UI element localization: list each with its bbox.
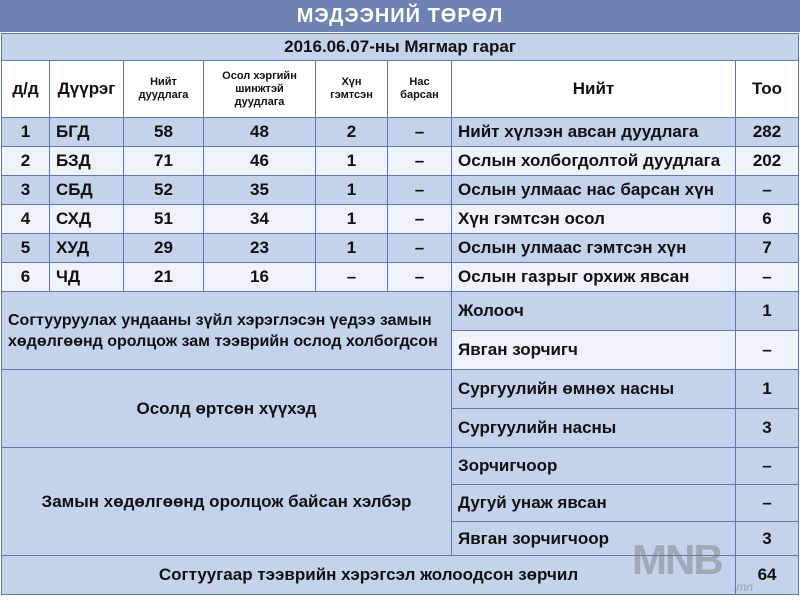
summary-count: – <box>736 263 799 292</box>
table-row <box>2 205 799 234</box>
header-total-calls: Нийт дуудлага <box>124 61 204 118</box>
summary-count: 282 <box>736 118 799 147</box>
total-calls-cell: 29 <box>124 234 204 263</box>
table-row <box>2 263 799 292</box>
total-calls-cell: 52 <box>124 176 204 205</box>
injured-cell: 1 <box>316 234 388 263</box>
footer-count: 64 <box>736 556 799 595</box>
group-item-label: Сургуулийн насны <box>452 409 736 448</box>
district-cell: СХД <box>50 205 124 234</box>
summary-label: Ослын газрыг орхиж явсан <box>452 263 736 292</box>
summary-label: Нийт хүлээн авсан дуудлага <box>452 118 736 147</box>
summary-label: Ослын улмаас гэмтсэн хүн <box>452 234 736 263</box>
row-number: 4 <box>2 205 50 234</box>
summary-label: Хүн гэмтсэн осол <box>452 205 736 234</box>
injured-cell: 2 <box>316 118 388 147</box>
header-injured: Хүн гэмтсэн <box>316 61 388 118</box>
summary-label: Ослын улмаас нас барсан хүн <box>452 176 736 205</box>
group-item-label: Явган зорчигчоор <box>452 522 736 556</box>
accident-calls-cell: 35 <box>204 176 316 205</box>
header-count: Тоо <box>736 61 799 118</box>
summary-count: 7 <box>736 234 799 263</box>
group-item-count: 3 <box>736 409 799 448</box>
injured-cell: 1 <box>316 205 388 234</box>
dead-cell: – <box>388 147 452 176</box>
group-item-label: Сургуулийн өмнөх насны <box>452 370 736 409</box>
dead-cell: – <box>388 118 452 147</box>
group-item-label: Жолооч <box>452 292 736 331</box>
summary-count: 6 <box>736 205 799 234</box>
row-number: 3 <box>2 176 50 205</box>
group-item-count: – <box>736 485 799 522</box>
mnb-watermark-suffix: .mn <box>733 580 754 594</box>
accident-calls-cell: 16 <box>204 263 316 292</box>
group-title-participation: Замын хөдөлгөөнд оролцож байсан хэлбэр <box>2 448 452 556</box>
mnb-watermark-logo: MNB <box>632 536 722 583</box>
header-dead: Нас барсан <box>388 61 452 118</box>
group-item-count: 3 <box>736 522 799 556</box>
group-item-count: 1 <box>736 370 799 409</box>
group-item-label: Дугуй унаж явсан <box>452 485 736 522</box>
table-row <box>2 176 799 205</box>
group-title-children: Осолд өртсөн хүүхэд <box>2 370 452 448</box>
district-cell: БЗД <box>50 147 124 176</box>
accident-calls-cell: 48 <box>204 118 316 147</box>
accident-calls-cell: 23 <box>204 234 316 263</box>
table-row <box>2 147 799 176</box>
table-row <box>2 118 799 147</box>
dead-cell: – <box>388 263 452 292</box>
dead-cell: – <box>388 205 452 234</box>
group-title-alcohol: Согтууруулах ундааны зүйл хэрэглэсэн үедээ замын хөдөлгөөнд оролцож зам тээврийн ослод холбогдсон <box>2 292 452 370</box>
total-calls-cell: 58 <box>124 118 204 147</box>
group-item-count: – <box>736 448 799 485</box>
footer-label: Согтуугаар тээврийн хэрэгсэл жолоодсон зөрчил <box>2 556 736 595</box>
district-cell: БГД <box>50 118 124 147</box>
dead-cell: – <box>388 234 452 263</box>
group-row <box>2 292 799 331</box>
row-number: 6 <box>2 263 50 292</box>
report-table <box>1 33 799 595</box>
group-item-count: – <box>736 331 799 370</box>
row-number: 2 <box>2 147 50 176</box>
header-total: Нийт <box>452 61 736 118</box>
injured-cell: 1 <box>316 176 388 205</box>
dead-cell: – <box>388 176 452 205</box>
date-line: 2016.06.07-ны Мягмар гараг <box>2 34 799 61</box>
header-dd: д/д <box>2 61 50 118</box>
total-calls-cell: 21 <box>124 263 204 292</box>
injured-cell: – <box>316 263 388 292</box>
total-calls-cell: 51 <box>124 205 204 234</box>
row-number: 1 <box>2 118 50 147</box>
summary-count: – <box>736 176 799 205</box>
table-row <box>2 234 799 263</box>
accident-calls-cell: 46 <box>204 147 316 176</box>
district-cell: ЧД <box>50 263 124 292</box>
group-row <box>2 370 799 409</box>
district-cell: СБД <box>50 176 124 205</box>
group-item-label: Зорчигчоор <box>452 448 736 485</box>
header-accident-calls: Осол хэргийн шинжтэй дуудлага <box>204 61 316 118</box>
group-row <box>2 448 799 485</box>
injured-cell: 1 <box>316 147 388 176</box>
row-number: 5 <box>2 234 50 263</box>
summary-label: Ослын холбогдолтой дуудлага <box>452 147 736 176</box>
group-item-label: Явган зорчигч <box>452 331 736 370</box>
total-calls-cell: 71 <box>124 147 204 176</box>
accident-calls-cell: 34 <box>204 205 316 234</box>
page-title: МЭДЭЭНИЙ ТӨРӨЛ <box>0 0 800 32</box>
header-district: Дүүрэг <box>50 61 124 118</box>
group-item-count: 1 <box>736 292 799 331</box>
summary-count: 202 <box>736 147 799 176</box>
district-cell: ХУД <box>50 234 124 263</box>
